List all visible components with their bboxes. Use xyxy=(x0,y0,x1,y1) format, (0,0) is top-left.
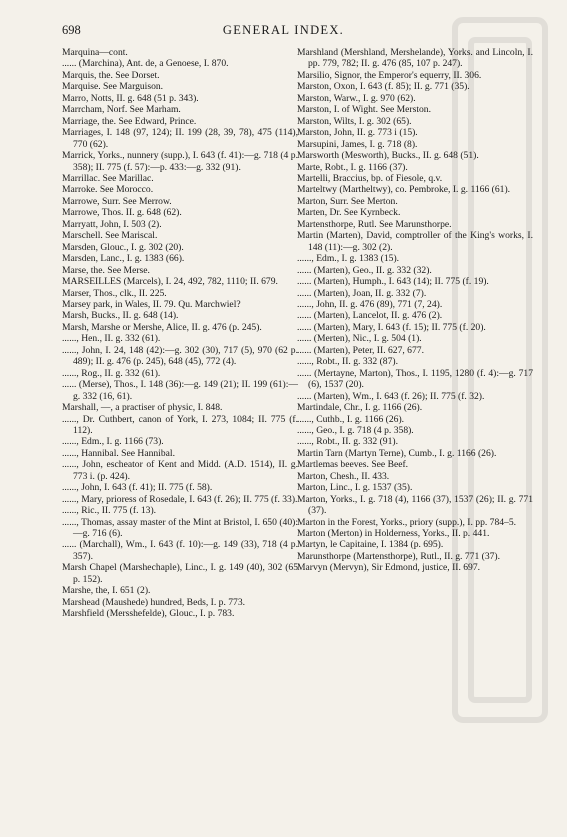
right-index-column xyxy=(297,47,533,574)
index-entry: ......, Dr. Cuthbert, canon of York, I. 273, 1084; II. 775 (f. 112). xyxy=(62,413,298,436)
index-entry: ...... (Marten), Geo., II. g. 332 (32). xyxy=(297,264,432,276)
index-entry: Marschell. See Mariscal. xyxy=(62,230,158,242)
index-entry: Marshead (Maushede) hundred, Beds, I. p. 773. xyxy=(62,596,246,608)
index-entry: Marsworth (Mesworth), Bucks., II. g. 648 (51). xyxy=(297,150,479,162)
index-entry: Marton in the Forest, Yorks., priory (supp.), I. pp. 784–5. xyxy=(297,516,517,528)
index-entry: Marteltwy (Martheltwy), co. Pembroke, I. g. 1166 (61). xyxy=(297,184,511,196)
index-entry: Marro, Notts, II. g. 648 (51 p. 343). xyxy=(62,92,199,104)
index-entry: ......, Ric., II. 775 (f. 13). xyxy=(62,505,157,517)
index-entry: MARSEILLES (Marcels), I. 24, 492, 782, 1110; II. 679. xyxy=(62,276,278,288)
index-entry: ......, Edm., I. g. 1383 (15). xyxy=(297,253,400,265)
index-entry: ...... (Marchall), Wm., I. 643 (f. 10):—g. 149 (33), 718 (4 p. 357). xyxy=(62,539,298,562)
index-entry: Marsh, Marshe or Mershe, Alice, II. g. 476 (p. 245). xyxy=(62,321,262,333)
index-entry: Marsh Chapel (Marshechaple), Linc., I. g. 149 (40), 302 (65 p. 152). xyxy=(62,562,298,585)
index-entry: Marroke. See Morocco. xyxy=(62,184,154,196)
index-entry: Marston, Wilts, I. g. 302 (65). xyxy=(297,115,412,127)
left-index-column xyxy=(62,47,298,620)
index-entry: Marsilio, Signor, the Emperor's equerry, II. 306. xyxy=(297,69,482,81)
index-entry: Marunsthorpe (Martensthorpe), Rutl., II. g. 771 (37). xyxy=(297,550,501,562)
index-entry: Marryatt, John, I. 503 (2). xyxy=(62,218,162,230)
index-entry: Marriages, I. 148 (97, 124); II. 199 (28, 39, 78), 475 (114), 770 (62). xyxy=(62,127,298,150)
index-entry: ......, John, I. 643 (f. 41); II. 775 (f. 58). xyxy=(62,482,213,494)
index-entry: Marquis, the. See Dorset. xyxy=(62,69,160,81)
index-entry: Martin Tarn (Martyn Terne), Cumb., I. g. 1166 (26). xyxy=(297,447,497,459)
index-entry: Marrick, Yorks., nunnery (supp.), I. 643 (f. 41):—g. 718 (4 p. 358); II. 775 (f. 57):—p. 433:—g. 332 (91). xyxy=(62,150,298,173)
running-title: GENERAL INDEX. xyxy=(222,23,345,37)
index-entry: Martindale, Chr., I. g. 1166 (26). xyxy=(297,402,423,414)
index-entry: Marvyn (Mervyn), Sir Edmond, justice, II. 697. xyxy=(297,562,481,574)
index-entry: Marshall, —, a practiser of physic, I. 848. xyxy=(62,402,223,414)
index-entry: Marston, I. of Wight. See Merston. xyxy=(297,104,431,116)
index-entry: Marsh, Bucks., II. g. 648 (14). xyxy=(62,310,179,322)
page-number: 698 xyxy=(62,23,81,37)
index-entry: ......, Hannibal. See Hannibal. xyxy=(62,447,175,459)
index-entry: Marrcham, Norf. See Marham. xyxy=(62,104,181,116)
index-entry: ...... (Marten), Wm., I. 643 (f. 26); II. 775 (f. 32). xyxy=(297,390,485,402)
index-entry: ......, John, II. g. 476 (89), 771 (7, 24). xyxy=(297,298,443,310)
index-entry: Marton, Surr. See Merton. xyxy=(297,195,398,207)
index-entry: Marte, Robt., I. g. 1166 (37). xyxy=(297,161,408,173)
index-entry: ...... (Mertayne, Marton), Thos., I. 1195, 1280 (f. 4):—g. 717 (6), 1537 (20). xyxy=(297,367,533,391)
index-entry: Martlemas beeves. See Beef. xyxy=(297,459,409,471)
index-entry: ......, Geo., I. g. 718 (4 p. 358). xyxy=(297,424,414,436)
index-entry: ...... (Merse), Thos., I. 148 (36):—g. 149 (21); II. 199 (61):—g. 332 (16, 61). xyxy=(62,379,298,402)
index-entry: ...... (Marten), Humph., I. 643 (14); II. 775 (f. 19). xyxy=(297,276,489,288)
index-entry: Marton (Merton) in Holderness, Yorks., II. p. 441. xyxy=(297,528,490,540)
index-entry: ...... (Marten), Mary, I. 643 (f. 15); II. 775 (f. 20). xyxy=(297,321,486,333)
index-entry: Marrillac. See Marillac. xyxy=(62,172,154,184)
index-entry: ......, Thomas, assay master of the Mint at Bristol, I. 650 (40):—g. 716 (6). xyxy=(62,516,298,540)
index-entry: ......, Rog., II. g. 332 (61). xyxy=(62,367,161,379)
index-entry: Martensthorpe, Rutl. See Marunsthorpe. xyxy=(297,218,452,230)
index-entry: Martin (Marten), David, comptroller of the King's works, I. 148 (11):—g. 302 (2). xyxy=(297,230,533,253)
index-entry: Marshe, the, I. 651 (2). xyxy=(62,585,151,597)
index-entry: Marquina—cont. xyxy=(62,47,128,58)
index-entry: Marsupini, James, I. g. 718 (8). xyxy=(297,138,418,150)
index-entry: ......, Robt., II. g. 332 (91). xyxy=(297,436,398,448)
index-entry: ...... (Merten), Nic., I. g. 504 (1). xyxy=(297,333,422,345)
index-entry: Marten, Dr. See Kyrnbeck. xyxy=(297,207,401,219)
index-entry: Marquise. See Marguison. xyxy=(62,81,164,93)
index-entry: ......, Edm., I. g. 1166 (73). xyxy=(62,436,164,448)
index-entry: ......, Robt., II. g. 332 (87). xyxy=(297,356,398,368)
index-entry: Marser, Thos., clk., II. 225. xyxy=(62,287,167,299)
index-entry: Marrowe, Surr. See Merrow. xyxy=(62,195,172,207)
index-entry: Marston, Warw., I. g. 970 (62). xyxy=(297,92,416,104)
index-entry: Marston, John, II. g. 773 i (15). xyxy=(297,127,418,139)
index-entry: Martelli, Braccius, bp. of Fiesole, q.v. xyxy=(297,172,443,184)
index-entry: Marrowe, Thos. II. g. 648 (62). xyxy=(62,207,182,219)
index-entry: Marse, the. See Merse. xyxy=(62,264,150,276)
index-entry: ......, Cuthb., I. g. 1166 (26). xyxy=(297,413,405,425)
index-entry: ......, John, escheator of Kent and Midd. (A.D. 1514), II. g. 773 i. (p. 424). xyxy=(62,459,298,482)
index-entry: Marshland (Mershland, Mershelande), Yorks. and Lincoln, I. pp. 779, 782; II. g. 476 (85, 107 p. 247). xyxy=(297,47,533,70)
index-entry: ......, Mary, prioress of Rosedale, I. 643 (f. 26); II. 775 (f. 33). xyxy=(62,493,298,505)
index-entry: Martyn, le Capitaine, I. 1384 (p. 695). xyxy=(297,539,444,551)
index-entry: ...... (Marchina), Ant. de, a Genoese, I. 870. xyxy=(62,58,229,70)
index-entry: Marton, Chesh., II. 433. xyxy=(297,470,390,482)
index-entry: Marshfield (Mersshefelde), Glouc., I. p. 783. xyxy=(62,608,235,620)
index-entry: Marton, Linc., I. g. 1537 (35). xyxy=(297,482,413,494)
index-entry: Marston, Oxon, I. 643 (f. 85); II. g. 771 (35). xyxy=(297,81,470,93)
index-entry: ......, John, I. 24, 148 (42):—g. 302 (30), 717 (5), 970 (62 p. 489); II. g. 476 (p. 245), 648 (45), 772 (4). xyxy=(62,344,298,368)
index-entry: ...... (Marten), Peter, II. 627, 677. xyxy=(297,344,424,356)
index-entry: ...... (Marten), Joan, II. g. 332 (7). xyxy=(297,287,427,299)
index-entry: Marton, Yorks., I. g. 718 (4), 1166 (37), 1537 (26); II. g. 771 (37). xyxy=(297,493,533,517)
index-entry: Marriage, the. See Edward, Prince. xyxy=(62,115,197,127)
index-entry: Marsden, Glouc., I. g. 302 (20). xyxy=(62,241,184,253)
index-entry: ......, Hen., II. g. 332 (61). xyxy=(62,333,161,345)
index-entry: Marsden, Lanc., I. g. 1383 (66). xyxy=(62,253,185,265)
index-entry: ...... (Marten), Lancelot, II. g. 476 (2). xyxy=(297,310,443,322)
index-entry: Marsey park, in Wales, II. 79. Qu. Marchwiel? xyxy=(62,298,241,310)
